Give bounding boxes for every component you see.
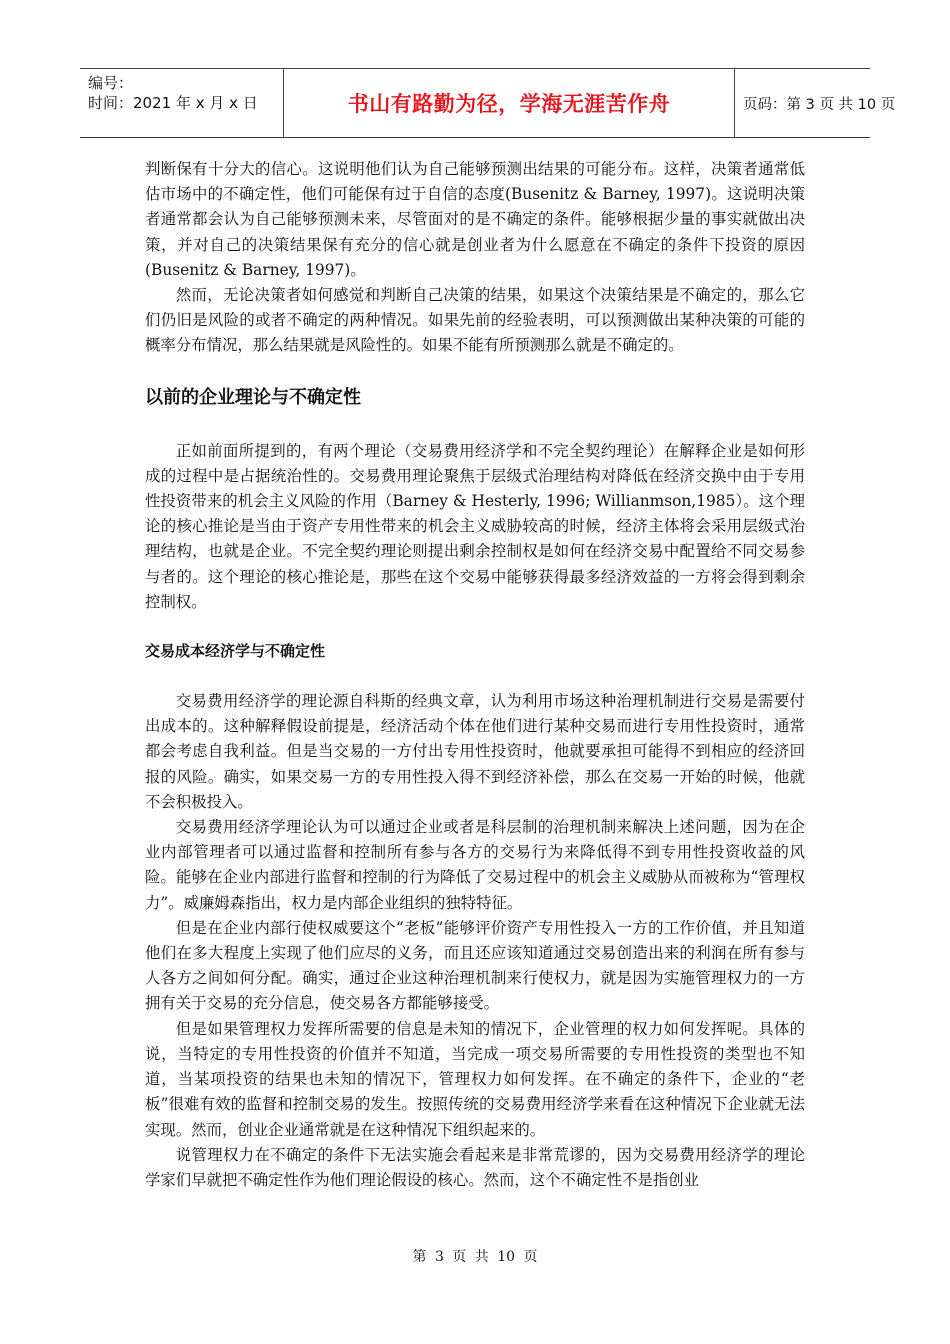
paragraph: 说管理权力在不确定的条件下无法实施会看起来是非常荒谬的，因为交易费用经济学的理论学家们早就把不确定性作为他们理论假设的核心。然而，这个不确定性不是指创业	[145, 1145, 805, 1189]
paragraph: 但是在企业内部行使权威要这个“老板”能够评价资产专用性投入一方的工作价值，并且知道他们在多大程度上实现了他们应尽的义务，而且还应该知道通过交易创造出来的利润在所有参与人各方之间如何分配。确实，通过企业这种治理机制来行使权力，就是因为实施管理权力的一方拥有关于交易的充分信息，使交易各方都能够接受。	[145, 918, 805, 1013]
header-meta	[80, 69, 283, 137]
paragraph: 然而，无论决策者如何感觉和判断自己决策的结果，如果这个决策结果是不确定的，那么它们仍旧是风险的或者不确定的两种情况。如果先前的经验表明，可以预测做出某种决策的可能的概率分布情况，那么结果就是风险性的。如果不能有所预测那么就是不确定的。	[145, 286, 805, 355]
subsection-heading: 交易成本经济学与不确定性	[145, 642, 326, 661]
header-motto: 书山有路勤为径，学海无涯苦作舟	[283, 69, 735, 137]
doc-date-label: 时间：2021 年 x 月 x 日	[88, 94, 258, 112]
header-page-info: 页码：第 3 页 共 10 页	[743, 96, 896, 113]
paragraph-continued: 判断保有十分大的信心。这说明他们认为自己能够预测出结果的可能分布。这样，决策者通常低估市场中的不确定性，他们可能保有过于自信的态度(Busenitz & Barney, 1997)。这说明决策者通常都会认为自己能够预测未来，尽管面对的是不确定的条件。能够根据少量的事实就做出决策，并对自己的决策结果保有充分的信心就是创业者为什么愿意在不确定的条件下投资的原因(Busenitz & Barney, 1997)。	[145, 160, 805, 279]
paragraph: 正如前面所提到的，有两个理论（交易费用经济学和不完全契约理论）在解释企业是如何形成的过程中是占据统治性的。交易费用理论聚焦于层级式治理结构对降低在经济交换中由于专用性投资带来的机会主义风险的作用（Barney & Hesterly, 1996; Willianmson,1985）。这个理论的核心推论是当由于资产专用性带来的机会主义威胁较高的时候，经济主体将会采用层级式治理结构，也就是企业。不完全契约理论则提出剩余控制权是如何在经济交易中配置给不同交易参与者的。这个理论的核心推论是，那些在这个交易中能够获得最多经济效益的一方将会得到剩余控制权。	[145, 441, 805, 611]
document-body	[145, 157, 805, 1193]
page-header	[80, 68, 896, 138]
section-heading: 以前的企业理论与不确定性	[145, 386, 361, 408]
paragraph: 但是如果管理权力发挥所需要的信息是未知的情况下，企业管理的权力如何发挥呢。具体的说，当特定的专用性投资的价值并不知道，当完成一项交易所需要的专用性投资的类型也不知道，当某项投资的结果也未知的情况下，管理权力如何发挥。在不确定的条件下，企业的“老板”很难有效的监督和控制交易的发生。按照传统的交易费用经济学来看在这种情况下企业就无法实现。然而，创业企业通常就是在这种情况下组织起来的。	[145, 1019, 805, 1139]
paragraph: 交易费用经济学的理论源自科斯的经典文章，认为利用市场这种治理机制进行交易是需要付出成本的。这种解释假设前提是，经济活动个体在他们进行某种交易而进行专用性投资时，通常都会考虑自我利益。但是当交易的一方付出专用性投资时，他就要承担可能得不到相应的经济回报的风险。确实，如果交易一方的专用性投入得不到经济补偿，那么在交易一开始的时候，他就不会积极投入。	[145, 692, 805, 811]
paragraph: 交易费用经济学理论认为可以通过企业或者是科层制的治理机制来解决上述问题，因为在企业内部管理者可以通过监督和控制所有参与各方的交易行为来降低得不到专用性投资收益的风险。能够在企业内部进行监督和控制的行为降低了交易过程中的机会主义威胁从而被称为“管理权力”。威廉姆森指出，权力是内部企业组织的独特特征。	[145, 818, 805, 912]
doc-number-label: 编号：	[88, 74, 134, 92]
page-footer: 第 3 页 共 10 页	[412, 1249, 538, 1265]
